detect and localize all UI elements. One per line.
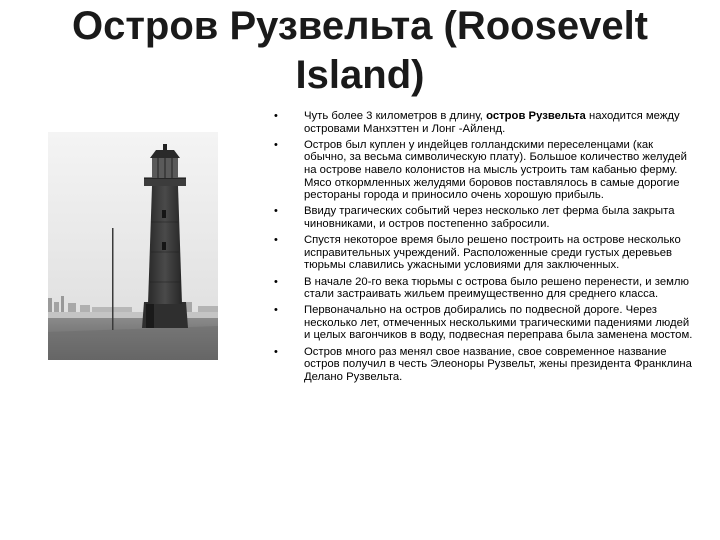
bullet-dot: • — [274, 275, 278, 288]
lighthouse-photo — [48, 132, 218, 360]
title-line-1: Остров Рузвельта (Roosevelt — [71, 4, 649, 48]
bullet-text: Остров много раз менял свое название, свое современное название остров получил в честь Элеоноры Рузвельт, жены президента Франклина Делано Рузвельта. — [304, 345, 692, 383]
bullet-text: Остров был куплен у индейцев голландскими переселенцами (как обычно, за весьма символическую плату). Большое количество желудей на острове навело колонистов на мысль устроить там кабанью ферму. Мясо откормленных желудями боровов поставлялось в самые дорогие рестораны города и приносило очень хорошую прибыль. — [304, 138, 687, 202]
bullet-item — [270, 234, 694, 272]
slide-title — [30, 2, 690, 100]
bullet-text-pre: Чуть более 3 километров в длину, — [304, 110, 487, 122]
bullet-text-bold: остров Рузвельта — [486, 110, 586, 122]
bullet-item — [270, 205, 694, 230]
bullet-text: Первоначально на остров добирались по подвесной дороге. Через несколько лет, отмеченных несколькими трагическими падениями людей и целых вагончиков в воду, подвесная переправа была заменена мостом. — [304, 304, 693, 342]
title-line-2: Island) — [295, 53, 425, 97]
bullet-item — [270, 110, 694, 135]
bullet-dot: • — [274, 234, 278, 247]
bullet-list — [270, 110, 694, 387]
bullet-item — [270, 304, 694, 342]
bullet-dot: • — [274, 205, 278, 218]
bullet-text-post: находится между островами Манхэттен и Лонг -Айленд. — [304, 110, 680, 135]
bullet-text: Спустя некоторое время было решено построить на острове несколько исправительных учреждений. Расположенные среди густых деревьев тюрьмы славились ужасными условиями для заключенных. — [304, 234, 681, 272]
bullet-dot: • — [274, 138, 278, 151]
lighthouse-image — [48, 132, 218, 360]
bullet-item — [270, 276, 694, 301]
bullet-dot: • — [274, 345, 278, 358]
bullet-text: В начале 20-го века тюрьмы с острова было решено перенести, и землю стали застраивать жильем преимущественно для среднего класса. — [304, 275, 689, 301]
bullet-dot: • — [274, 304, 278, 317]
bullet-item — [270, 139, 694, 202]
bullet-dot: • — [274, 110, 278, 122]
bullet-text: Ввиду трагических событий через несколько лет ферма была закрыта чиновниками, и остров постепенно забросили. — [304, 205, 675, 230]
bullet-item — [270, 346, 694, 384]
